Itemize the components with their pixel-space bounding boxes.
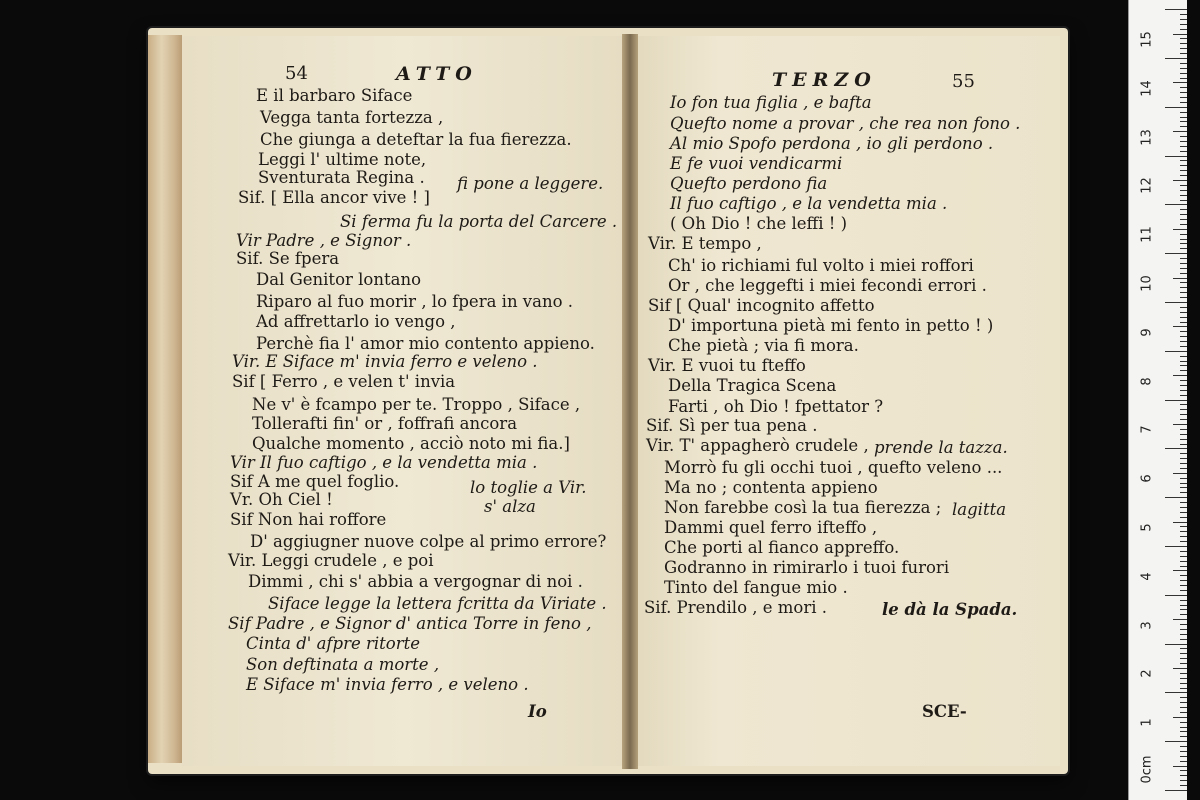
ruler-tick: [1180, 287, 1187, 288]
text-line: Che porti al fianco appreffo.: [664, 538, 900, 557]
ruler-tick: [1180, 317, 1187, 318]
ruler-tick: [1180, 727, 1187, 728]
ruler-tick: [1180, 370, 1187, 371]
ruler-tick: [1165, 58, 1187, 59]
ruler-tick: [1165, 9, 1187, 10]
ruler-tick: [1180, 87, 1187, 88]
ruler-tick: [1180, 673, 1187, 674]
ruler-tick: [1173, 668, 1187, 669]
ruler-tick: [1180, 136, 1187, 137]
ruler-tick: [1180, 341, 1187, 342]
ruler-tick: [1180, 536, 1187, 537]
ruler-tick: [1180, 258, 1187, 259]
ruler-tick: [1173, 375, 1187, 376]
stage-direction: lo toglie a Vir.: [470, 478, 587, 497]
ruler-tick: [1180, 683, 1187, 684]
ruler-tick: [1180, 468, 1187, 469]
ruler-tick: [1180, 239, 1187, 240]
ruler-tick: [1173, 717, 1187, 718]
speaker-line: Vir Il fuo caftigo , e la vendetta mia .: [230, 453, 538, 472]
ruler-tick: [1180, 112, 1187, 113]
stage-direction: le dà la Spada.: [882, 600, 1018, 619]
ruler-tick: [1180, 678, 1187, 679]
ruler-tick: [1180, 487, 1187, 488]
ruler-label: 8: [1139, 376, 1155, 386]
ruler-tick: [1180, 707, 1187, 708]
stage-direction: lagitta: [952, 500, 1007, 519]
ruler-tick: [1180, 48, 1187, 49]
stage-direction: s' alza: [484, 497, 536, 516]
ruler-tick: [1180, 234, 1187, 235]
ruler-tick: [1165, 204, 1187, 205]
ruler-tick: [1180, 175, 1187, 176]
ruler-tick: [1180, 73, 1187, 74]
ruler-tick: [1180, 336, 1187, 337]
ruler-label: 7: [1139, 425, 1155, 435]
ruler-tick: [1165, 400, 1187, 401]
ruler-tick: [1173, 326, 1187, 327]
ruler-tick: [1165, 692, 1187, 693]
ruler-tick: [1180, 785, 1187, 786]
ruler-tick: [1165, 448, 1187, 449]
ruler-tick: [1173, 180, 1187, 181]
ruler-tick: [1180, 200, 1187, 201]
ruler-tick: [1180, 404, 1187, 405]
ruler-tick: [1180, 429, 1187, 430]
ruler-tick: [1180, 151, 1187, 152]
text-line: Sif [ Ferro , e velen t' invia: [232, 372, 456, 391]
ruler-tick: [1180, 248, 1187, 249]
ruler-tick: [1180, 68, 1187, 69]
ruler-label: 0cm: [1139, 755, 1155, 784]
speaker-line: Vir. E Siface m' invia ferro e veleno .: [232, 352, 538, 371]
text-line: Vir. Leggi crudele , e poi: [228, 551, 434, 570]
ruler-tick: [1180, 390, 1187, 391]
page-number-right: 55: [952, 71, 975, 92]
ruler-tick: [1180, 688, 1187, 689]
ruler-tick: [1173, 522, 1187, 523]
ruler-tick: [1180, 282, 1187, 283]
text-line: Or , che leggefti i miei fecondi errori .: [668, 276, 987, 295]
ruler-tick: [1180, 585, 1187, 586]
ruler-tick: [1180, 102, 1187, 103]
ruler-tick: [1180, 322, 1187, 323]
ruler-tick: [1180, 19, 1187, 20]
catchword-left: Io: [528, 702, 547, 721]
text-line: D' aggiugner nuove colpe al primo errore?: [250, 532, 607, 551]
text-line: Al mio Spofo perdona , io gli perdono .: [670, 134, 994, 153]
ruler-tick: [1165, 253, 1187, 254]
catchword-right: SCE-: [922, 702, 967, 721]
ruler-tick: [1180, 121, 1187, 122]
ruler-tick: [1173, 82, 1187, 83]
text-line: Dimmi , chi s' abbia a vergognar di noi .: [248, 572, 583, 591]
ruler-tick: [1180, 297, 1187, 298]
text-line: E fe vuoi vendicarmi: [670, 154, 843, 173]
ruler-tick: [1180, 263, 1187, 264]
ruler-tick: [1180, 653, 1187, 654]
text-line: Che pietà ; via fi mora.: [668, 336, 859, 355]
running-header-left: ATTO: [396, 63, 478, 85]
ruler-tick: [1165, 790, 1187, 791]
text-line: Ad affrettarlo io vengo ,: [256, 312, 456, 331]
ruler-tick: [1180, 53, 1187, 54]
text-line: Sif. Se fpera: [236, 249, 340, 268]
ruler-tick: [1180, 97, 1187, 98]
ruler-tick: [1180, 780, 1187, 781]
ruler-tick: [1180, 361, 1187, 362]
ruler-tick: [1180, 541, 1187, 542]
ruler-tick: [1180, 434, 1187, 435]
ruler-tick: [1180, 634, 1187, 635]
ruler-tick: [1180, 38, 1187, 39]
ruler-tick: [1180, 117, 1187, 118]
text-line: Non farebbe così la tua fierezza ;: [664, 498, 942, 517]
ruler-label: 12: [1139, 177, 1155, 195]
ruler-tick: [1180, 629, 1187, 630]
text-line: Cinta d' afpre ritorte: [246, 634, 420, 653]
ruler-tick: [1180, 507, 1187, 508]
ruler-tick: [1180, 639, 1187, 640]
book-gutter: [622, 34, 638, 769]
ruler-tick: [1180, 126, 1187, 127]
text-line: Vir. E vuoi tu fteffo: [648, 356, 806, 375]
ruler-tick: [1173, 766, 1187, 767]
text-line: Il fuo caftigo , e la vendetta mia .: [670, 194, 948, 213]
ruler-tick: [1173, 131, 1187, 132]
ruler-tick: [1180, 224, 1187, 225]
text-line: Leggi l' ultime note,: [258, 150, 427, 169]
ruler-tick: [1180, 751, 1187, 752]
ruler-tick: [1180, 209, 1187, 210]
ruler-tick: [1180, 712, 1187, 713]
ruler-label: 15: [1139, 31, 1155, 48]
ruler-tick: [1180, 219, 1187, 220]
ruler-tick: [1180, 483, 1187, 484]
ruler-tick: [1173, 229, 1187, 230]
stage-direction: Siface legge la lettera fcritta da Viriate .: [268, 594, 607, 613]
ruler-tick: [1180, 731, 1187, 732]
ruler-tick: [1180, 214, 1187, 215]
text-line: Sif [ Qual' incognito affetto: [648, 296, 875, 315]
ruler-tick: [1180, 526, 1187, 527]
ruler-tick: [1180, 566, 1187, 567]
ruler-tick: [1180, 605, 1187, 606]
ruler-tick: [1165, 741, 1187, 742]
speaker-line: Sif Padre , e Signor d' antica Torre in feno ,: [228, 614, 592, 633]
ruler-tick: [1180, 478, 1187, 479]
ruler-label: 2: [1139, 669, 1155, 679]
text-line: Sif. Sì per tua pena .: [646, 416, 818, 435]
ruler-tick: [1180, 463, 1187, 464]
ruler-tick: [1180, 663, 1187, 664]
ruler-label: 10: [1139, 275, 1155, 292]
ruler-tick: [1173, 34, 1187, 35]
ruler-tick: [1180, 195, 1187, 196]
ruler-tick: [1180, 590, 1187, 591]
ruler-tick: [1180, 512, 1187, 513]
ruler-tick: [1180, 292, 1187, 293]
text-line: Riparo al fuo morir , lo fpera in vano .: [256, 292, 574, 311]
ruler-label: 4: [1139, 572, 1155, 581]
ruler-tick: [1180, 756, 1187, 757]
ruler-tick: [1180, 736, 1187, 737]
ruler-tick: [1180, 531, 1187, 532]
ruler-tick: [1180, 746, 1187, 747]
ruler-tick: [1180, 356, 1187, 357]
text-line: Della Tragica Scena: [668, 376, 837, 395]
text-line: Perchè fia l' amor mio contento appieno.: [256, 334, 595, 353]
ruler-tick: [1180, 561, 1187, 562]
page-number-left: 54: [285, 63, 308, 84]
ruler-tick: [1173, 619, 1187, 620]
ruler-tick: [1180, 14, 1187, 15]
ruler-tick: [1180, 312, 1187, 313]
ruler-tick: [1180, 697, 1187, 698]
ruler-label: 11: [1139, 226, 1155, 243]
text-line: E Siface m' invia ferro , e veleno .: [246, 675, 529, 694]
ruler-tick: [1180, 414, 1187, 415]
text-line: Dal Genitor lontano: [256, 270, 421, 289]
text-line: Morrò fu gli occhi tuoi , quefto veleno ...: [664, 458, 1003, 477]
text-line: Vir. E tempo ,: [648, 234, 762, 253]
text-line: Godranno in rimirarlo i tuoi furori: [664, 558, 950, 577]
text-line: Ma no ; contenta appieno: [664, 478, 878, 497]
ruler-tick: [1180, 78, 1187, 79]
ruler-tick: [1180, 29, 1187, 30]
ruler-tick: [1180, 146, 1187, 147]
ruler-label: 9: [1139, 328, 1155, 337]
text-line: Tollerafti fin' or , foffrafi ancora: [252, 414, 518, 433]
ruler-tick: [1180, 551, 1187, 552]
ruler-label: 5: [1139, 523, 1155, 532]
text-line: Son deftinata a morte ,: [246, 655, 440, 674]
text-line: Io fon tua figlia , e bafta: [670, 93, 872, 112]
text-line: Sif A me quel foglio.: [230, 472, 400, 491]
ruler-tick: [1165, 107, 1187, 108]
ruler-tick: [1180, 409, 1187, 410]
ruler-tick: [1180, 92, 1187, 93]
text-line: D' importuna pietà mi fento in petto ! ): [668, 316, 994, 335]
text-line: Qualche momento , acciò noto mi fia.]: [252, 434, 570, 453]
ruler-tick: [1180, 395, 1187, 396]
ruler-tick: [1180, 702, 1187, 703]
text-line: ( Oh Dio ! che leffi ! ): [670, 214, 848, 233]
ruler-tick: [1173, 473, 1187, 474]
ruler-tick: [1173, 570, 1187, 571]
ruler-label: 13: [1139, 128, 1155, 146]
ruler-tick: [1180, 419, 1187, 420]
text-line: Vegga tanta fortezza ,: [260, 108, 444, 127]
measurement-ruler: [1128, 0, 1187, 800]
stage-direction: prende la tazza.: [874, 438, 1008, 457]
ruler-tick: [1180, 575, 1187, 576]
ruler-tick: [1180, 307, 1187, 308]
ruler-label: 1: [1139, 718, 1155, 727]
book-page-edges: [148, 35, 182, 763]
speaker-line: Vir Padre , e Signor .: [236, 231, 412, 250]
ruler-tick: [1180, 160, 1187, 161]
text-line: Quefto perdono fia: [670, 174, 828, 193]
ruler-tick: [1180, 502, 1187, 503]
ruler-tick: [1180, 43, 1187, 44]
ruler-tick: [1180, 165, 1187, 166]
text-line: Dammi quel ferro ifteffo ,: [664, 518, 878, 537]
text-line: Che giunga a deteftar la fua fierezza.: [260, 130, 572, 149]
ruler-tick: [1180, 346, 1187, 347]
ruler-tick: [1180, 614, 1187, 615]
ruler-tick: [1180, 761, 1187, 762]
ruler-tick: [1180, 273, 1187, 274]
ruler-tick: [1180, 24, 1187, 25]
ruler-tick: [1180, 722, 1187, 723]
running-header-right: TERZO: [772, 69, 877, 91]
ruler-tick: [1180, 648, 1187, 649]
ruler-tick: [1180, 268, 1187, 269]
ruler-tick: [1180, 458, 1187, 459]
ruler-tick: [1180, 243, 1187, 244]
text-line: Vir. T' appagherò crudele ,: [646, 436, 869, 455]
ruler-tick: [1165, 497, 1187, 498]
ruler-tick: [1180, 365, 1187, 366]
ruler-tick: [1180, 141, 1187, 142]
ruler-tick: [1180, 556, 1187, 557]
ruler-tick: [1180, 380, 1187, 381]
text-line: Sif. Prendilo , e mori .: [644, 598, 827, 617]
stage-direction: fi pone a leggere.: [457, 174, 604, 193]
text-line: Farti , oh Dio ! fpettator ?: [668, 397, 884, 416]
ruler-tick: [1180, 580, 1187, 581]
ruler-tick: [1165, 546, 1187, 547]
ruler-tick: [1165, 644, 1187, 645]
ruler-tick: [1180, 385, 1187, 386]
ruler-tick: [1180, 439, 1187, 440]
text-line: Quefto nome a provar , che rea non fono .: [670, 114, 1021, 133]
ruler-tick: [1180, 658, 1187, 659]
ruler-tick: [1180, 170, 1187, 171]
ruler-label: 6: [1139, 474, 1155, 483]
ruler-tick: [1180, 331, 1187, 332]
ruler-tick: [1180, 63, 1187, 64]
ruler-tick: [1180, 624, 1187, 625]
text-line: Ne v' è fcampo per te. Troppo , Siface ,: [252, 395, 581, 414]
text-line: Sventurata Regina .: [258, 168, 425, 187]
text-line: Tinto del fangue mio .: [664, 578, 848, 597]
stage-direction: Si ferma fu la porta del Carcere .: [340, 212, 618, 231]
text-line: Ch' io richiami ful volto i miei roffori: [668, 256, 974, 275]
ruler-tick: [1165, 156, 1187, 157]
ruler-label: 14: [1139, 80, 1155, 97]
ruler-tick: [1180, 444, 1187, 445]
ruler-tick: [1165, 351, 1187, 352]
ruler-tick: [1180, 609, 1187, 610]
ruler-tick: [1180, 453, 1187, 454]
ruler-label: 3: [1139, 620, 1155, 630]
ruler-tick: [1165, 302, 1187, 303]
text-line: Sif. [ Ella ancor vive ! ]: [238, 188, 430, 207]
ruler-tick: [1180, 775, 1187, 776]
ruler-tick: [1180, 185, 1187, 186]
ruler-tick: [1173, 278, 1187, 279]
ruler-tick: [1180, 600, 1187, 601]
ruler-tick: [1180, 517, 1187, 518]
ruler-tick: [1180, 190, 1187, 191]
text-line: Sif Non hai roffore: [230, 510, 387, 529]
ruler-tick: [1180, 492, 1187, 493]
ruler-tick: [1180, 770, 1187, 771]
text-line: E il barbaro Siface: [256, 86, 413, 105]
text-line: Vr. Oh Ciel !: [230, 490, 333, 509]
ruler-tick: [1173, 424, 1187, 425]
ruler-tick: [1165, 595, 1187, 596]
